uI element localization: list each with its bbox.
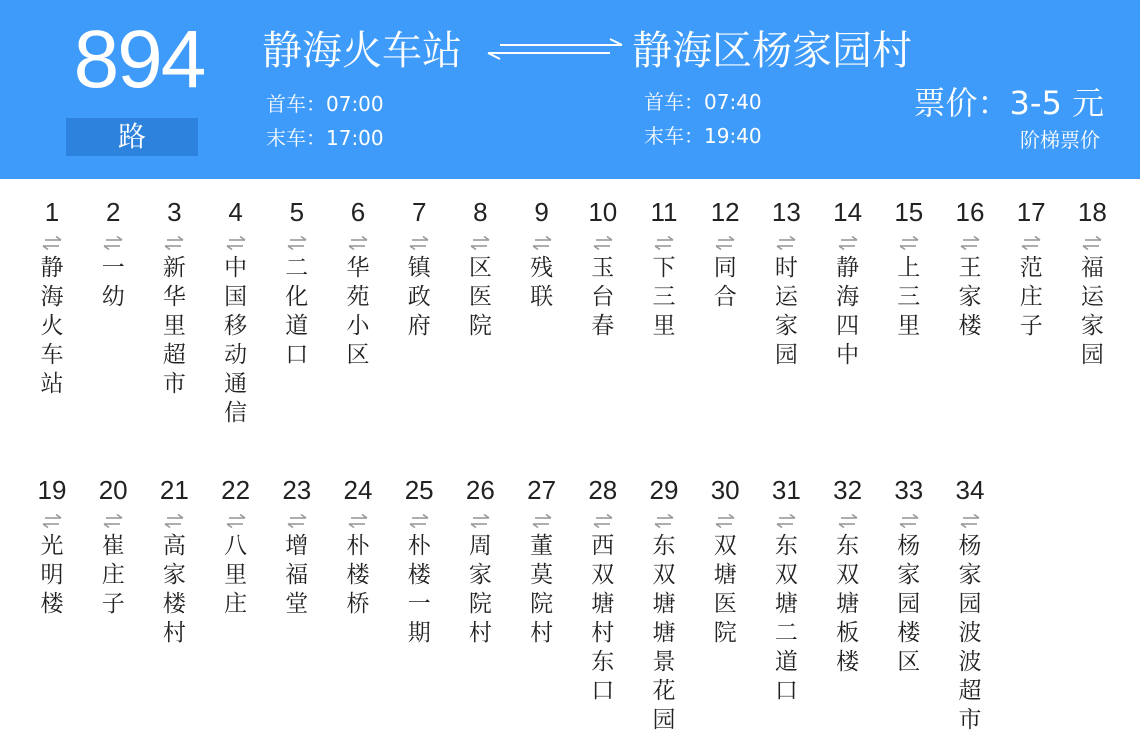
stop-number: 20 [98, 475, 128, 505]
end-first-bus: 首车：07:40 [644, 90, 762, 114]
stop-item [695, 474, 755, 648]
stop-number: 14 [833, 197, 863, 227]
stop-number: 23 [282, 475, 312, 505]
stop-item [144, 474, 204, 648]
stop-name: 区医院 [468, 255, 492, 339]
stop-item [879, 474, 939, 677]
stop-item [389, 196, 449, 341]
stop-item [206, 196, 266, 428]
fare-note: 阶梯票价 [1020, 128, 1100, 152]
stop-number: 32 [833, 475, 863, 505]
stop-number: 8 [473, 197, 488, 227]
stop-item [756, 196, 816, 370]
stop-number: 21 [159, 475, 189, 505]
stop-item [940, 196, 1000, 341]
bidirectional-arrow-icon [286, 236, 308, 250]
stop-item [512, 196, 572, 312]
stop-item [267, 196, 327, 370]
stop-name: 中国移动通信 [224, 255, 248, 426]
bidirectional-arrow-icon [1081, 236, 1103, 250]
stop-name: 东双塘塘景花园 [652, 533, 676, 733]
bidirectional-arrow-icon [775, 514, 797, 528]
stop-item [450, 474, 510, 648]
stop-number: 12 [710, 197, 740, 227]
stop-item [206, 474, 266, 619]
stop-number: 33 [894, 475, 924, 505]
stop-item [22, 474, 82, 619]
stop-item [83, 474, 143, 619]
bidirectional-arrow-icon [469, 236, 491, 250]
bidirectional-arrow-icon [898, 514, 920, 528]
stop-item [389, 474, 449, 648]
bidirectional-arrow-icon [225, 514, 247, 528]
stop-name: 东双塘二道口 [774, 533, 798, 704]
bidirectional-arrow-icon [531, 514, 553, 528]
bidirectional-arrow-icon [1020, 236, 1042, 250]
stop-name: 时运家园 [774, 255, 798, 368]
bidirectional-arrow-icon [163, 236, 185, 250]
stop-item [940, 474, 1000, 735]
stop-name: 范庄子 [1019, 255, 1043, 339]
bidirectional-arrow-icon [469, 514, 491, 528]
bidirectional-arrow-icon [408, 514, 430, 528]
stop-item [512, 474, 572, 648]
stop-name: 上三里 [897, 255, 921, 339]
bidirectional-arrow-icon [837, 236, 859, 250]
stop-item [328, 474, 388, 619]
stop-number: 11 [650, 197, 678, 227]
stop-number: 18 [1077, 197, 1107, 227]
stop-name: 周家院村 [468, 533, 492, 646]
stop-name: 镇政府 [407, 255, 431, 339]
bidirectional-arrow-icon [102, 236, 124, 250]
stop-number: 16 [955, 197, 985, 227]
bidirectional-arrow-icon [959, 236, 981, 250]
stop-name: 增福堂 [285, 533, 309, 617]
stop-item [634, 196, 694, 341]
stop-name: 玉台春 [591, 255, 615, 339]
stop-number: 30 [710, 475, 740, 505]
stop-name: 双塘医院 [713, 533, 737, 646]
stop-item [695, 196, 755, 312]
stop-name: 静海四中 [836, 255, 860, 368]
stop-item [818, 474, 878, 677]
bidirectional-arrow-icon [347, 514, 369, 528]
bidirectional-arrow-icon [837, 514, 859, 528]
stop-item [328, 196, 388, 370]
stop-number: 15 [894, 197, 924, 227]
stop-item [634, 474, 694, 735]
bidirectional-arrow-icon [592, 514, 614, 528]
stop-name: 高家楼村 [162, 533, 186, 646]
stop-name: 新华里超市 [162, 255, 186, 397]
bidirectional-arrow-icon [163, 514, 185, 528]
end-last-bus: 末车：19:40 [644, 124, 762, 148]
bidirectional-arrow-icon [653, 236, 675, 250]
stop-item [573, 196, 633, 341]
stop-number: 2 [105, 197, 121, 227]
stop-name: 光明楼 [40, 533, 64, 617]
stop-number: 5 [289, 197, 305, 227]
stop-number: 19 [37, 475, 67, 505]
stop-name: 华苑小区 [346, 255, 370, 368]
stop-name: 同合 [713, 255, 737, 310]
bidirectional-arrow-icon [41, 236, 63, 250]
stop-item [22, 196, 82, 399]
bidirectional-arrow-icon [286, 514, 308, 528]
bidirectional-arrow-icon [531, 236, 553, 250]
stop-name: 静海火车站 [40, 255, 64, 397]
start-terminal: 静海火车站 [262, 28, 462, 74]
stop-name: 下三里 [652, 255, 676, 339]
stop-name: 董莫院村 [530, 533, 554, 646]
stop-number: 34 [955, 475, 985, 505]
stop-item [756, 474, 816, 706]
bidirectional-arrow-icon [347, 236, 369, 250]
stop-item [267, 474, 327, 619]
stop-name: 东双塘板楼 [836, 533, 860, 675]
stop-number: 26 [465, 475, 495, 505]
stop-item [818, 196, 878, 370]
stop-number: 24 [343, 475, 373, 505]
stop-name: 二化道口 [285, 255, 309, 368]
stop-number: 1 [44, 197, 60, 227]
stop-name: 王家楼 [958, 255, 982, 339]
start-last-bus: 末车：17:00 [266, 126, 384, 150]
stop-item [83, 196, 143, 312]
stop-item [879, 196, 939, 341]
bidirectional-arrow-icon [714, 514, 736, 528]
stop-number: 17 [1016, 197, 1046, 227]
stop-item [1062, 196, 1122, 370]
stop-name: 一幼 [101, 255, 125, 310]
stop-name: 福运家园 [1080, 255, 1104, 368]
start-first-bus: 首车：07:00 [266, 92, 384, 116]
stop-number: 31 [771, 475, 801, 505]
stop-name: 八里庄 [224, 533, 248, 617]
bidirectional-arrow-icon [408, 236, 430, 250]
stop-number: 28 [588, 475, 618, 505]
bidirectional-arrow-icon [775, 236, 797, 250]
stop-name: 杨家园楼区 [897, 533, 921, 675]
stop-name: 朴楼一期 [407, 533, 431, 646]
bidirectional-arrow-icon [41, 514, 63, 528]
end-terminal: 静海区杨家园村 [632, 28, 912, 74]
stop-number: 25 [404, 475, 434, 505]
stop-number: 29 [649, 475, 679, 505]
bidirectional-arrow-icon [653, 514, 675, 528]
route-suffix: 路 [66, 118, 198, 156]
stop-item [450, 196, 510, 341]
stop-name: 西双塘村东口 [591, 533, 615, 704]
stop-name: 杨家园波波超市 [958, 533, 982, 733]
bidirectional-arrow-icon [592, 236, 614, 250]
bidirectional-arrow-icon [959, 514, 981, 528]
bidirectional-arrow-icon [714, 236, 736, 250]
bidirectional-arrow-icon [898, 236, 920, 250]
stop-number: 27 [527, 475, 557, 505]
bidirectional-arrow-icon [102, 514, 124, 528]
stop-name: 朴楼桥 [346, 533, 370, 617]
stop-number: 7 [411, 197, 427, 227]
stop-item [1001, 196, 1061, 341]
stop-item [144, 196, 204, 399]
stop-name: 残联 [530, 255, 554, 310]
stop-name: 崔庄子 [101, 533, 125, 617]
route-number: 894 [73, 14, 205, 105]
stop-number: 6 [350, 197, 366, 227]
bidirectional-arrow-icon [225, 236, 247, 250]
stop-number: 4 [228, 197, 243, 227]
stop-number: 9 [534, 197, 549, 227]
stop-number: 3 [167, 197, 182, 227]
stop-number: 10 [588, 197, 618, 227]
stop-number: 22 [221, 475, 251, 505]
fare-price: 票价：3-5 元 [913, 84, 1104, 122]
stop-item [573, 474, 633, 706]
stop-number: 13 [771, 197, 801, 227]
